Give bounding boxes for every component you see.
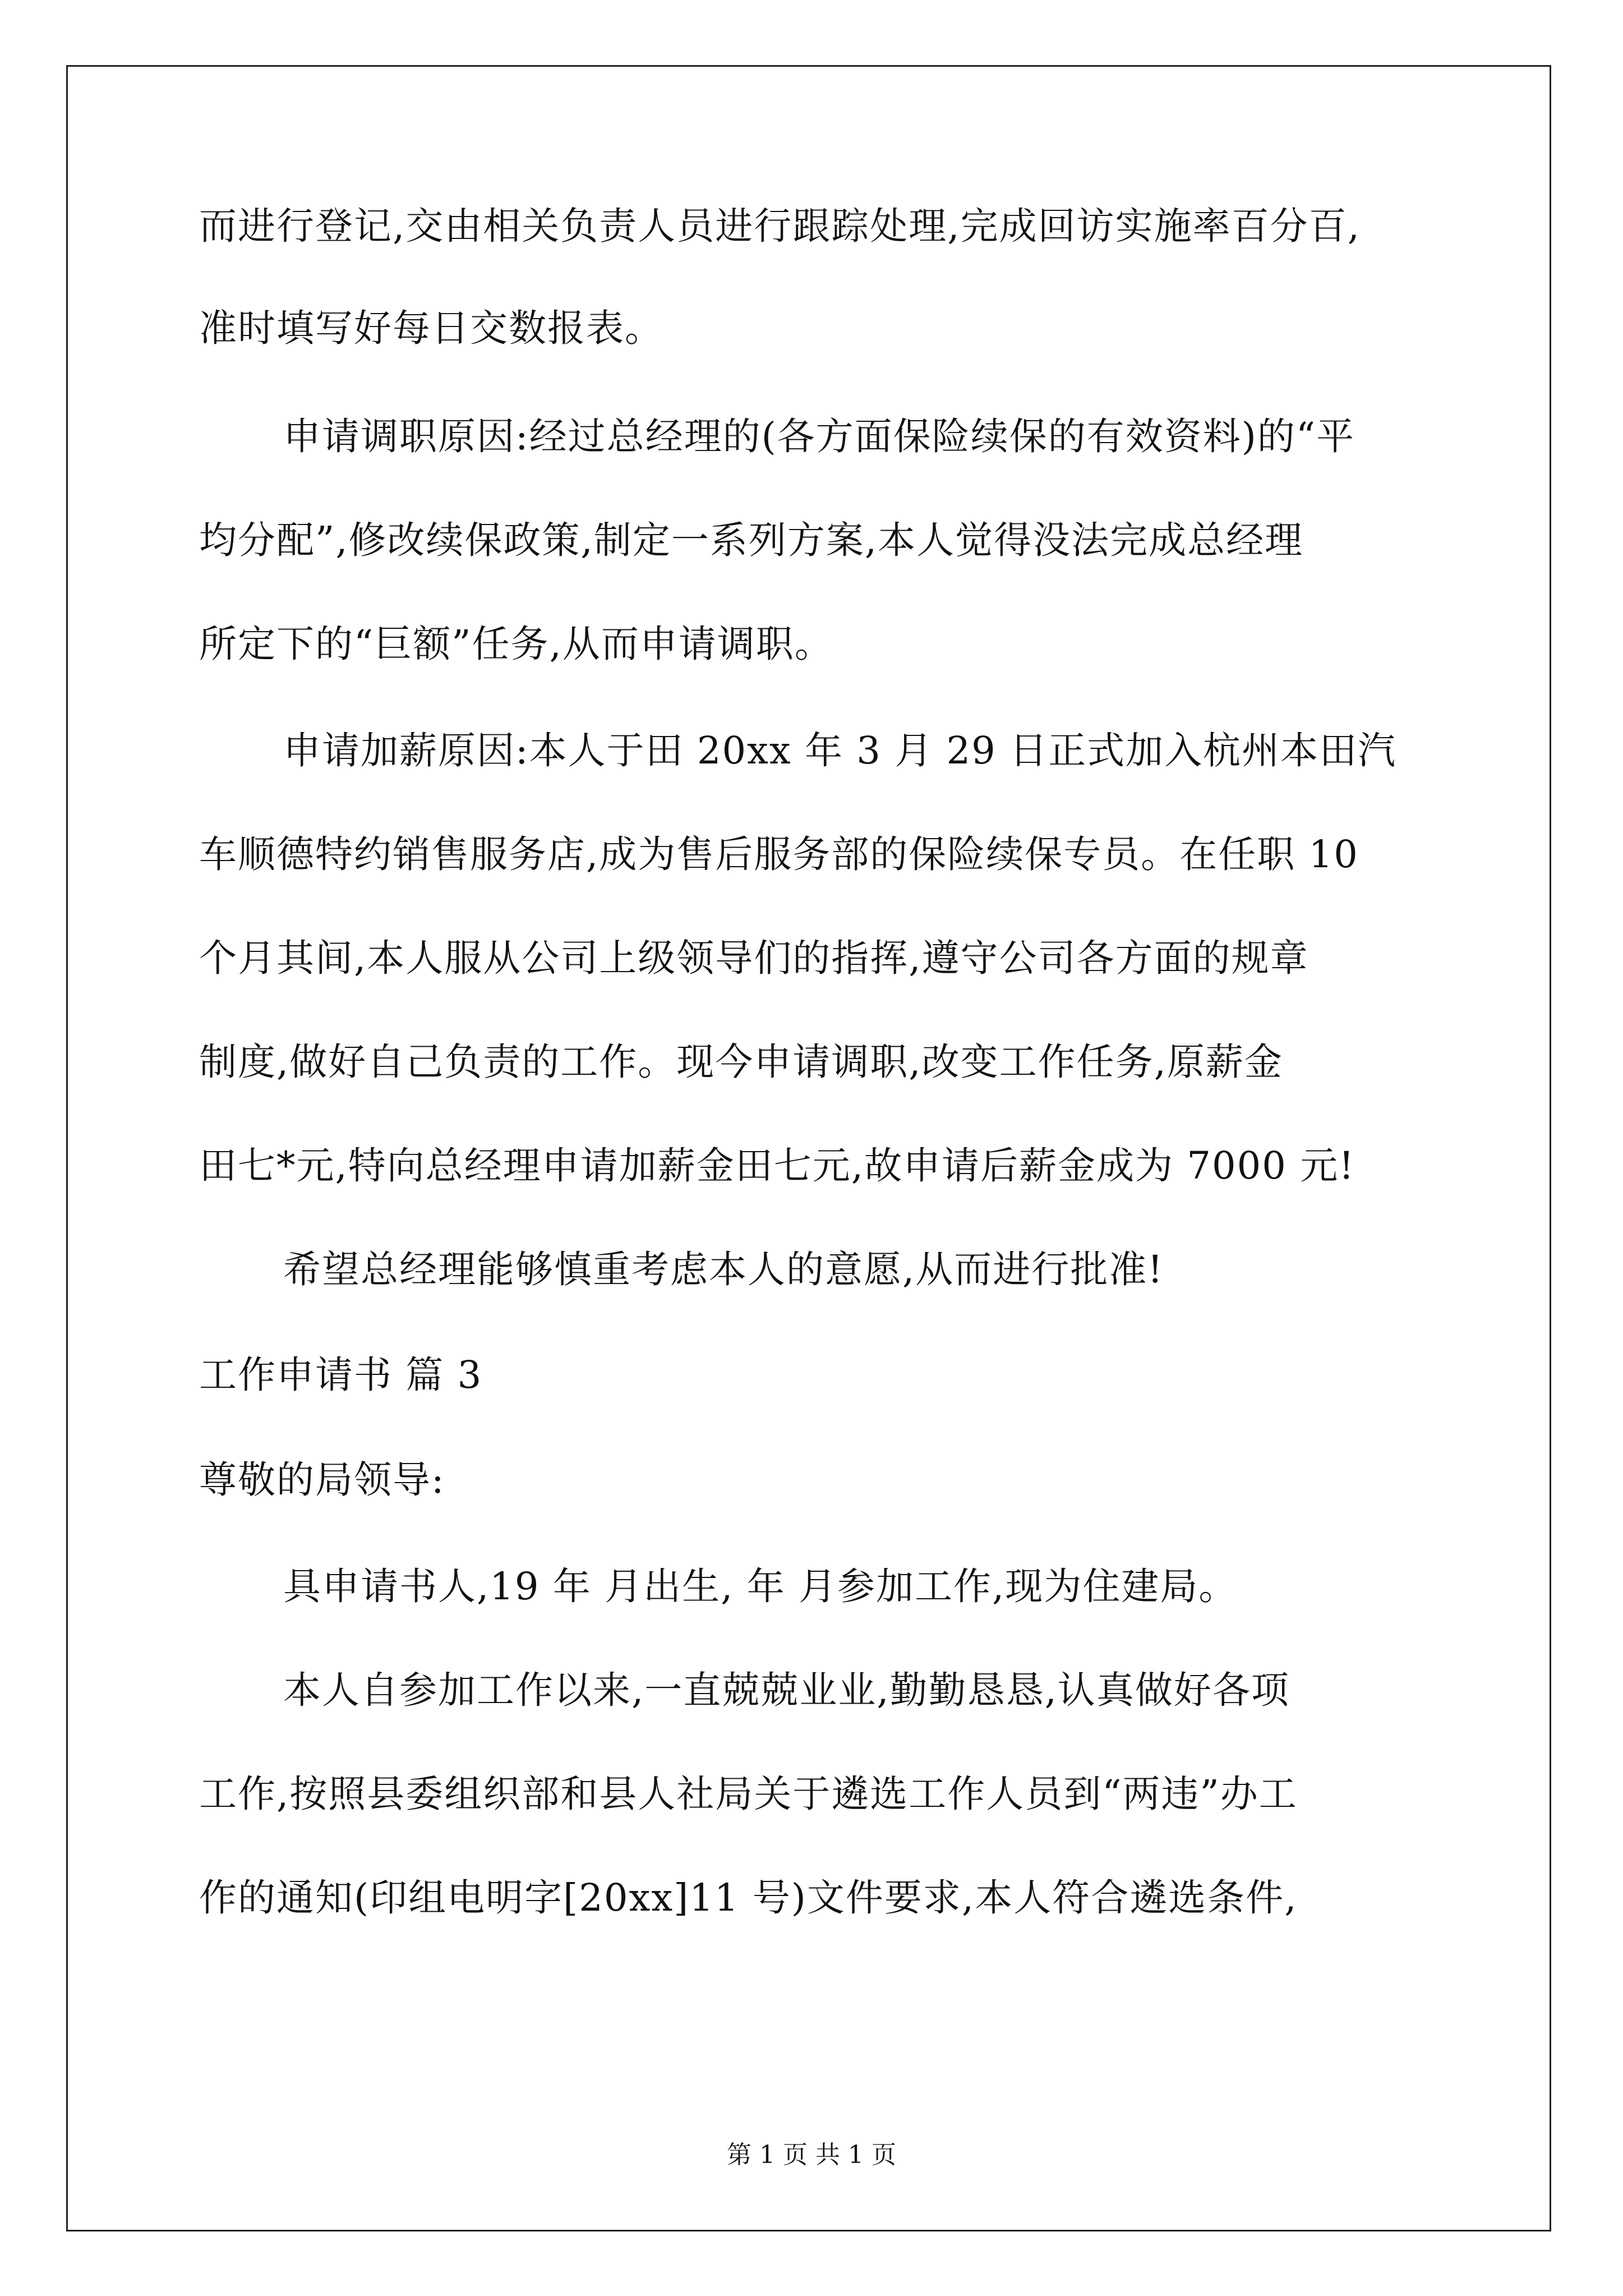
paragraph-line: 希望总经理能够慎重考虑本人的意愿,从而进行批准! <box>283 1248 1164 1291</box>
paragraph-line: 车顺德特约销售服务店,成为售后服务部的保险续保专员。在任职 10 <box>199 832 1359 876</box>
paragraph-line: 本人自参加工作以来,一直兢兢业业,勤勤恳恳,认真做好各项 <box>283 1668 1290 1712</box>
paragraph-line: 田七*元,特向总经理申请加薪金田七元,故申请后薪金成为 7000 元! <box>199 1144 1355 1188</box>
paragraph-line: 申请加薪原因:本人于田 20xx 年 3 月 29 日正式加入杭州本田汽 <box>283 729 1397 772</box>
paragraph-line: 具申请书人,19 年 月出生, 年 月参加工作,现为住建局。 <box>283 1565 1238 1608</box>
paragraph-line: 准时填写好每日交数报表。 <box>199 306 663 350</box>
section-heading: 工作申请书 篇 3 <box>199 1353 483 1397</box>
paragraph-line: 申请调职原因:经过总经理的(各方面保险续保的有效资料)的“平 <box>283 415 1355 458</box>
paragraph-line: 工作,按照县委组织部和县人社局关于遴选工作人员到“两违”办工 <box>199 1772 1298 1816</box>
paragraph-line: 个月其间,本人服从公司上级领导们的指挥,遵守公司各方面的规章 <box>199 936 1309 980</box>
paragraph-line: 作的通知(印组电明字[20xx]11 号)文件要求,本人符合遴选条件, <box>199 1876 1298 1920</box>
paragraph-line: 而进行登记,交由相关负责人员进行跟踪处理,完成回访实施率百分百, <box>199 204 1361 248</box>
page-number-footer: 第 1 页 共 1 页 <box>727 2141 896 2169</box>
paragraph-line: 所定下的“巨额”任务,从而申请调职。 <box>199 622 833 666</box>
salutation: 尊敬的局领导: <box>199 1458 445 1502</box>
paragraph-line: 制度,做好自己负责的工作。现今申请调职,改变工作任务,原薪金 <box>199 1040 1283 1084</box>
paragraph-line: 均分配”,修改续保政策,制定一系列方案,本人觉得没法完成总经理 <box>199 518 1304 562</box>
